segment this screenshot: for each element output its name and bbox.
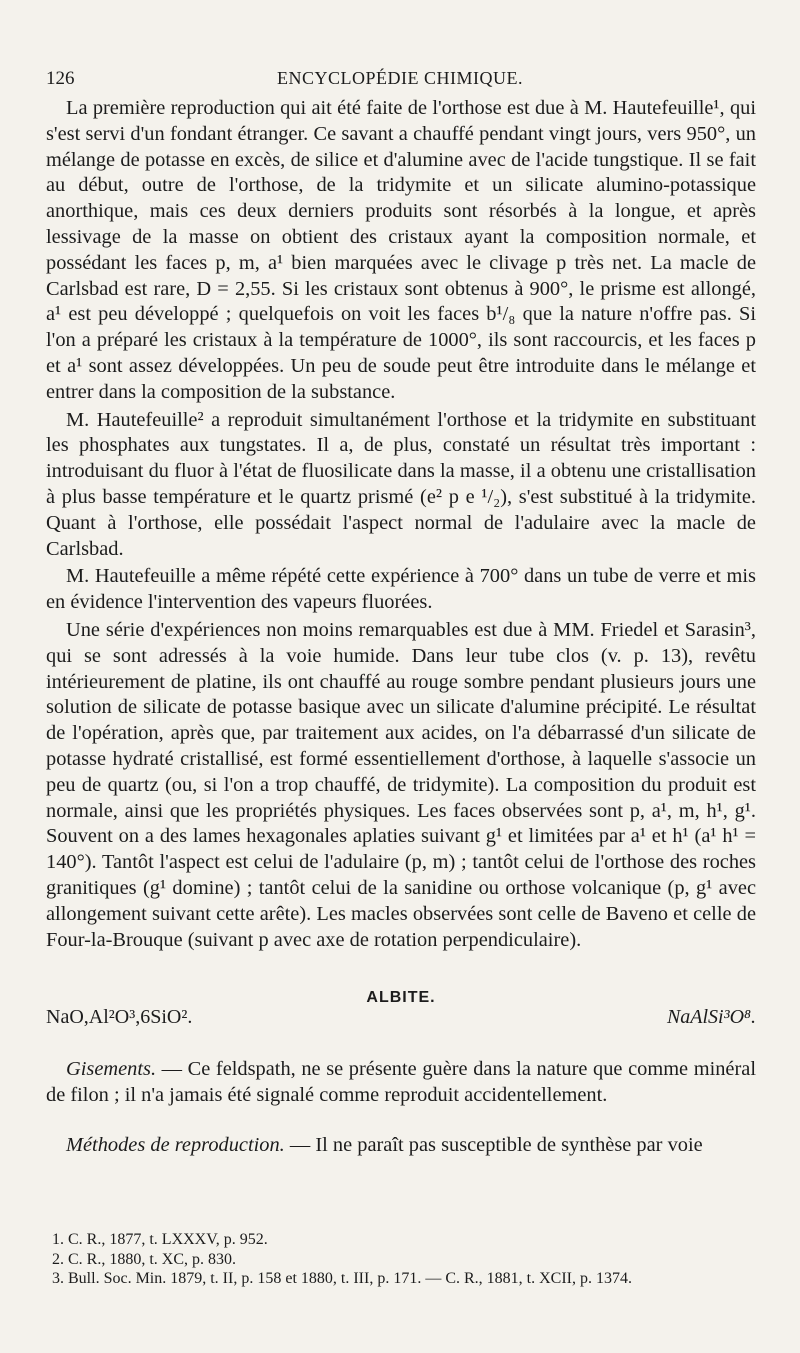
gisements-label: Gisements. — [66, 1058, 157, 1081]
footnotes — [52, 1230, 762, 1289]
gisements-text: — Ce feldspath, ne se présente guère dans la nature que comme minéral de filon ; il n'a jamais été signalé comme reproduit accidentellement. — [46, 1058, 756, 1106]
paragraph-hautefeuille-3: M. Hautefeuille a même répété cette expérience à 700° dans un tube de verre et mis en évidence l'intervention des vapeurs fluorées. — [46, 565, 756, 614]
paragraph-friedel-sarasin: Une série d'expériences non moins remarquables est due à MM. Friedel et Sarasin³, qui se sont adressés à la voie humide. Dans leur tube clos (v. p. 13), revêtu intérieurement de platine, ils ont chauffé au rouge sombre pendant plusieurs jours une solution de silicate de potasse basique avec un silicate d'alumine précipité. Le résultat de l'opération, après que, par traitement aux acides, on l'a débarrassé d'un silicate de potasse hydraté cristallisé, est formé essentiellement d'orthose, à laquelle s'associe un peu de quartz (ou, si l'on a trop chauffé, de tridymite). La composition du produit est normale, ainsi que les propriétés physiques. Les faces observées sont p, a¹, m, h¹, g¹. Souvent on a des lames hexagonales aplaties suivant g¹ et limitées par a¹ et h¹ (a¹ h¹ = 140°). Tantôt l'aspect est celui de l'adulaire (p, m) ; tantôt celui de l'orthose des roches granitiques (g¹ domine) ; tantôt celui de la sanidine ou orthose volcanique (p, g¹ avec allongement suivant cette arête). Les macles observées sont celle de Baveno et celle de Four-la-Brouque (suivant p avec axe de rotation perpendiculaire). — [46, 618, 756, 951]
formula-oxide: NaO,Al²O³,6SiO². — [46, 1006, 193, 1029]
formula-atomic: NaAlSi³O⁸. — [666, 1006, 756, 1029]
page-header — [46, 68, 754, 92]
footnote-3: 3. Bull. Soc. Min. 1879, t. II, p. 158 et 1880, t. III, p. 171. — C. R., 1881, t. XCII, p. 1374. — [52, 1270, 632, 1287]
paragraph-hautefeuille-2: M. Hautefeuille² a reproduit simultanément l'orthose et la tridymite en substituant les phosphates aux tungstates. Il a, de plus, constaté un résultat très important : introduisant du fluor à l'état de fluosilicate dans la masse, il a obtenu une cristallisation à plus basse température et le quartz prismé (e² p e ¹/₂), s'est substitué à la tridymite. Quant à l'orthose, elle possédait l'aspect normal de l'adulaire avec la macle de Carlsbad. — [46, 408, 756, 560]
methodes-text: — Il ne paraît pas susceptible de synthèse par voie — [289, 1133, 703, 1156]
formula-row — [46, 1005, 756, 1031]
footnote-1: 1. C. R., 1877, t. LXXXV, p. 952. — [52, 1231, 268, 1248]
paragraph-methodes — [46, 1133, 756, 1159]
running-title: ENCYCLOPÉDIE CHIMIQUE. — [277, 68, 523, 88]
page-number: 126 — [46, 68, 75, 89]
section-title-albite: ALBITE. — [366, 989, 436, 1007]
body-text — [46, 96, 756, 1158]
methodes-label: Méthodes de reproduction. — [66, 1133, 285, 1156]
paragraph-gisements — [46, 1057, 756, 1109]
paragraph-hautefeuille-1: La première reproduction qui ait été faite de l'orthose est due à M. Hautefeuille¹, qui s'est servi d'un fondant étranger. Ce savant a chauffé pendant vingt jours, vers 950°, un mélange de potasse en excès, de silice et d'alumine avec de l'acide tungstique. Il se fait au début, outre de l'orthose, de la tridymite et un silicate alumino-potassique anorthique, mais ces deux derniers produits sont résorbés à la longue, et après lessivage de la masse on obtient des cristaux ayant la composition normale, et possédant les faces p, m, a¹ bien marquées avec le clivage p très net. La macle de Carlsbad est rare, D = 2,55. Si les cristaux sont obtenus à 900°, le prisme est allongé, a¹ est peu développé ; quelquefois on voit les faces b¹/₈ que la nature n'offre pas. Si l'on a préparé les cristaux à la température de 1000°, ils sont raccourcis, et les faces p et a¹ sont assez développées. Un peu de soude peut être introduite dans le mélange et entrer dans la composition de la substance. — [46, 97, 756, 403]
footnote-2: 2. C. R., 1880, t. XC, p. 830. — [52, 1250, 237, 1268]
